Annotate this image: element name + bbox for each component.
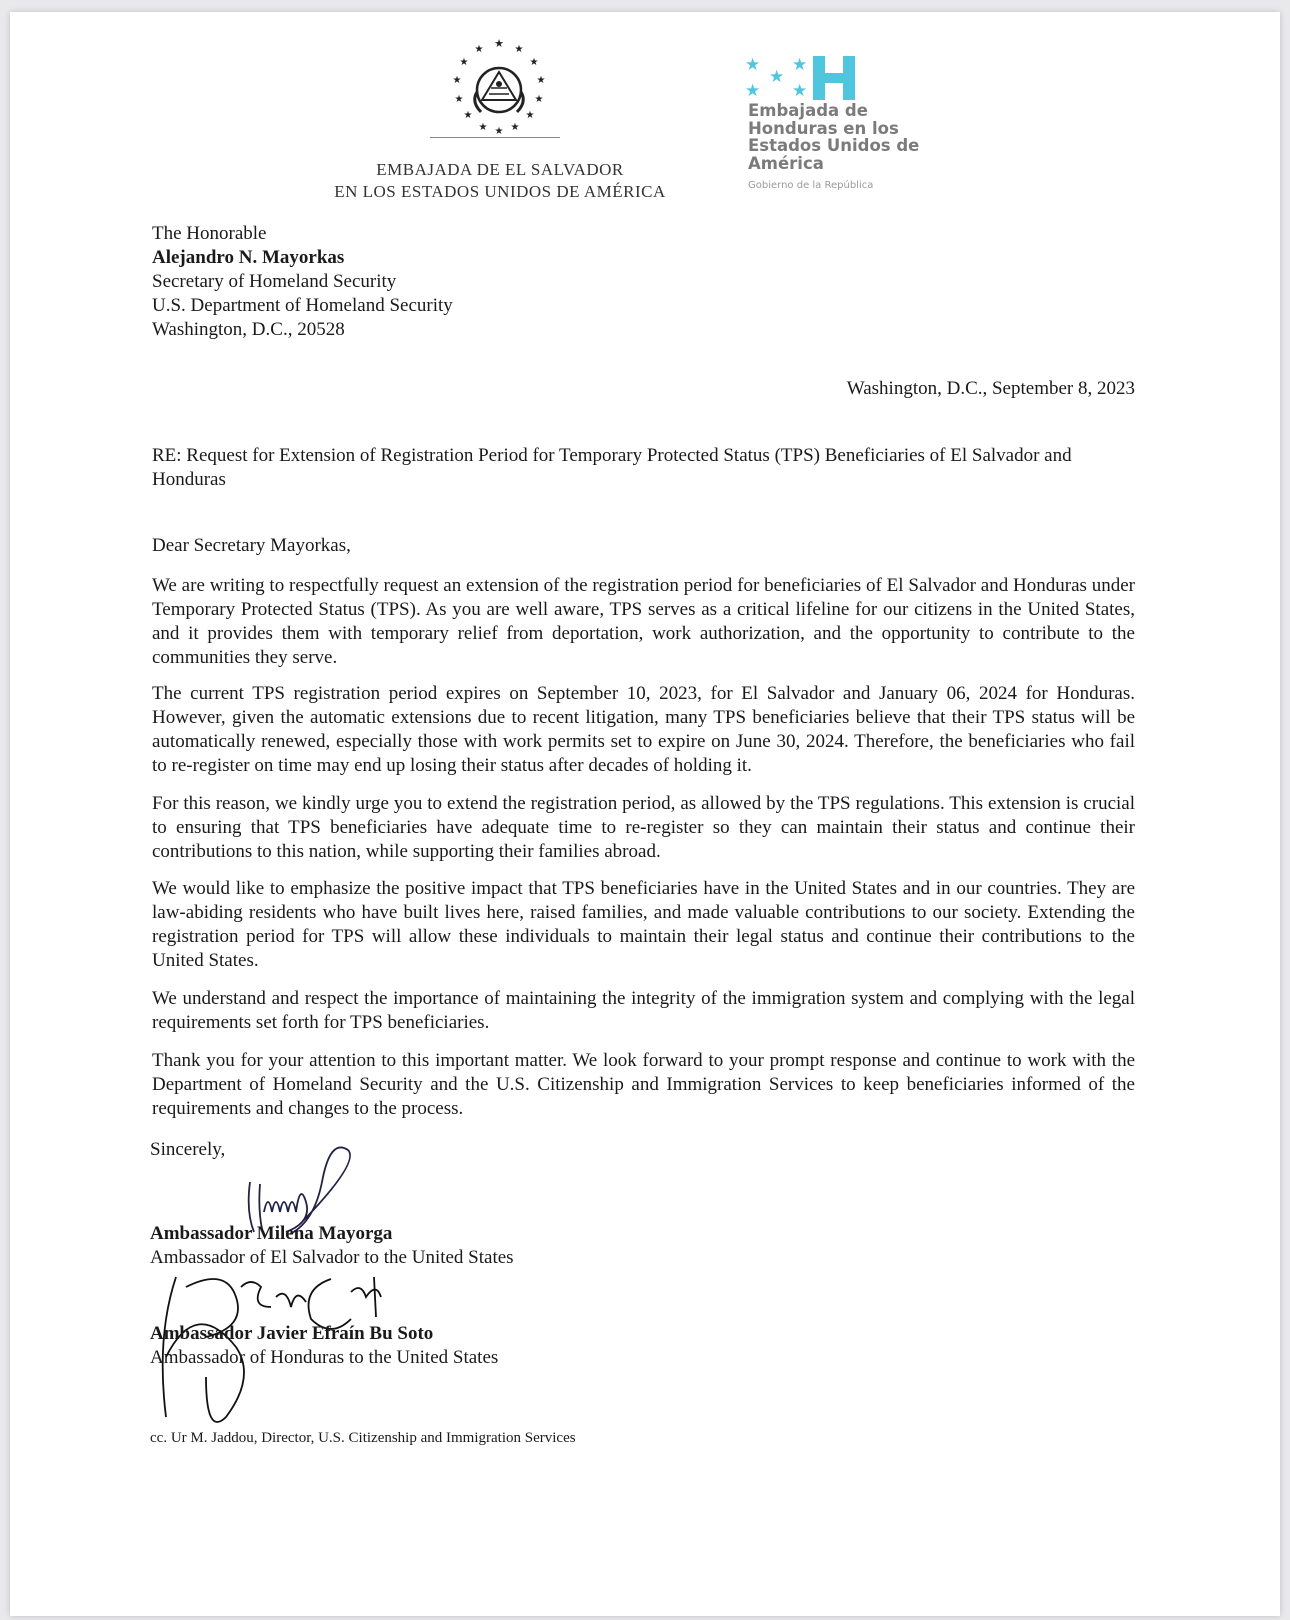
recipient-address: Washington, D.C., 20528 [152, 319, 345, 340]
svg-text:★: ★ [474, 44, 484, 55]
honduras-embassy-line: América [748, 153, 824, 173]
body-paragraph: For this reason, we kindly urge you to extend the registration period, as allowed by the TPS regulations. This extension is crucial to ensuring that TPS beneficiaries have adequate time to re-register so they can maintain their status and continue their contributions to this nation, while supporting their families abroad. [152, 793, 1135, 862]
letter-date: Washington, D.C., September 8, 2023 [846, 378, 1135, 399]
svg-text:★: ★ [534, 94, 544, 105]
el-salvador-embassy-line1: EMBAJADA DE EL SALVADOR [376, 160, 624, 179]
svg-text:★: ★ [745, 55, 761, 75]
signatory-name: Ambassador Javier Efraín Bu Soto [150, 1323, 434, 1344]
carbon-copy-line: cc. Ur M. Jaddou, Director, U.S. Citizenship and Immigration Services [150, 1430, 576, 1446]
honduras-embassy-line: Honduras en los [748, 118, 899, 138]
svg-text:★: ★ [769, 67, 785, 87]
svg-text:★: ★ [478, 122, 488, 133]
letter-page [10, 12, 1280, 1616]
signatory-name: Ambassador Milena Mayorga [150, 1223, 393, 1244]
letter-greeting: Dear Secretary Mayorkas, [152, 535, 351, 556]
honduras-embassy-line: Embajada de [748, 101, 868, 120]
honduras-embassy-line: Estados Unidos de [748, 136, 920, 155]
recipient-position: Secretary of Homeland Security [152, 271, 397, 292]
letterhead-divider [430, 137, 560, 138]
letter-closing: Sincerely, [150, 1139, 226, 1160]
recipient-honorific: The Honorable [152, 223, 267, 244]
svg-text:★: ★ [510, 122, 520, 133]
recipient-name: Alejandro N. Mayorkas [152, 247, 345, 268]
signatory-title: Ambassador of El Salvador to the United States [150, 1247, 514, 1268]
recipient-address-block [152, 222, 453, 342]
body-paragraph: We are writing to respectfully request an extension of the registration period for beneficiaries of El Salvador and Honduras under Temporary Protected Status (TPS). As you are well aware, TPS serves as a critical lifeline for our citizens in the United States, and it provides them with temporary relief from deportation, work authorization, and the opportunity to contribute to the communities they serve. [152, 575, 1135, 668]
body-paragraph: We would like to emphasize the positive impact that TPS beneficiaries have in the United States and in our countries. They are law-abiding residents who have built lives here, raised families, and made valuable contributions to our society. Extending the registration period for TPS will allow these individuals to maintain their legal status and continue their contributions to the United States. [152, 878, 1135, 971]
el-salvador-embassy-line2: EN LOS ESTADOS UNIDOS DE AMÉRICA [334, 182, 666, 201]
svg-text:★: ★ [454, 94, 464, 105]
svg-text:★: ★ [452, 75, 462, 86]
svg-text:★: ★ [529, 57, 539, 68]
recipient-department: U.S. Department of Homeland Security [152, 295, 453, 316]
body-paragraph: Thank you for your attention to this important matter. We look forward to your prompt response and continue to work with the Department of Homeland Security and the U.S. Citizenship and Immigration Services to keep beneficiaries informed of the requirements and changes to the process. [152, 1050, 1135, 1119]
honduras-embassy-name [748, 102, 919, 172]
svg-text:★: ★ [494, 126, 504, 137]
body-paragraph: The current TPS registration period expires on September 10, 2023, for El Salvador and January 06, 2024 for Honduras. However, given the automatic extensions due to recent litigation, many TPS beneficiaries believe that their TPS status will be automatically renewed, especially those with work permits set to expire on June 30, 2024. Therefore, the beneficiaries who fail to re-register on time may end up losing their status after decades of holding it. [152, 683, 1135, 776]
signatory-title: Ambassador of Honduras to the United States [150, 1347, 499, 1368]
svg-text:★: ★ [792, 55, 808, 75]
el-salvador-seal-icon [444, 34, 554, 144]
body-paragraph: We understand and respect the importance of maintaining the integrity of the immigration system and complying with the legal requirements set forth for TPS beneficiaries. [152, 988, 1135, 1033]
svg-text:★: ★ [745, 81, 761, 101]
honduras-government-subtitle: Gobierno de la República [748, 180, 874, 191]
svg-text:★: ★ [514, 44, 524, 55]
svg-text:★: ★ [459, 57, 469, 68]
svg-text:★: ★ [525, 110, 535, 121]
svg-text:★: ★ [463, 110, 473, 121]
letter-subject: RE: Request for Extension of Registration Period for Temporary Protected Status (TPS) Beneficiaries of El Salvador and Honduras [152, 445, 1072, 490]
svg-text:★: ★ [536, 75, 546, 86]
svg-text:★: ★ [792, 81, 808, 101]
svg-text:★: ★ [494, 38, 504, 50]
